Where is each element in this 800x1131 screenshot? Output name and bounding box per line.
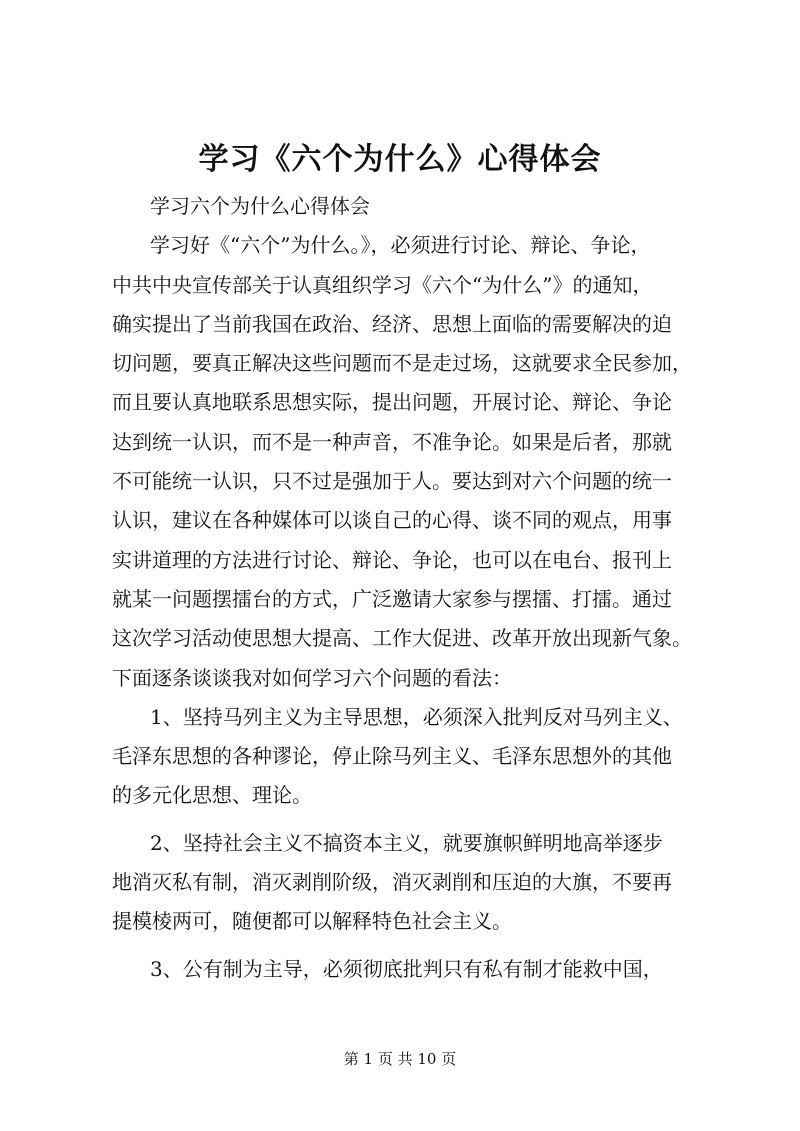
text-line: 实讲道理的方法进行讨论、辩论、争论，也可以在电台、报刊上: [112, 547, 672, 572]
text-line: 的多元化思想、理论。: [112, 783, 312, 808]
text-line: 毛泽东思想的各种谬论，停止除马列主义、毛泽东思想外的其他: [112, 744, 672, 769]
document-body: [112, 187, 712, 989]
text-line: 不可能统一认识，只不过是强加于人。要达到对六个问题的统一: [112, 469, 672, 494]
text-line: 1、坚持马列主义为主导思想，必须深入批判反对马列主义、: [150, 704, 683, 729]
text-line: 切问题，要真正解决这些问题而不是走过场，这就要求全民参加，: [112, 351, 692, 376]
paragraph-2: [112, 698, 712, 816]
text-line: 提模棱两可，随便都可以解释特色社会主义。: [112, 909, 512, 934]
page-number-footer: 第 1 页 共 10 页: [343, 1050, 457, 1068]
paragraph-gap: [112, 816, 712, 824]
text-line: 下面逐条谈谈我对如何学习六个问题的看法：: [112, 665, 512, 690]
text-line: 3、公有制为主导，必须彻底批判只有私有制才能救中国，: [150, 956, 663, 981]
document-title: 学习《六个为什么》心得体会: [198, 142, 602, 177]
text-line: 确实提出了当前我国在政治、经济、思想上面临的需要解决的迫: [112, 311, 672, 336]
paragraph-gap: [112, 942, 712, 950]
text-line: 而且要认真地联系思想实际，提出问题，开展讨论、辩论、争论: [112, 390, 672, 415]
text-line: 就某一问题摆擂台的方式，广泛邀请大家参与摆擂、打擂。通过: [112, 586, 672, 611]
text-line: 2、坚持社会主义不搞资本主义，就要旗帜鲜明地高举逐步: [150, 830, 663, 855]
text-line: 中共中央宣传部关于认真组织学习《六个“为什么”》的通知，: [112, 272, 653, 297]
paragraph-3: [112, 824, 712, 942]
text-line: 认识，建议在各种媒体可以谈自己的心得、谈不同的观点，用事: [112, 508, 672, 533]
paragraph-4: [112, 950, 712, 989]
paragraph-1: [112, 226, 712, 698]
text-line: 学习好《“六个”为什么。》，必须进行讨论、辩论、争论，: [150, 233, 651, 258]
text-line: 这次学习活动使思想大提高、工作大促进、改革开放出现新气象。: [112, 626, 692, 651]
text-line: 地消灭私有制，消灭剥削阶级，消灭剥削和压迫的大旗，不要再: [112, 870, 672, 895]
text-line: 达到统一认识，而不是一种声音，不准争论。如果是后者，那就: [112, 429, 672, 454]
subtitle-line: 学习六个为什么心得体会: [150, 194, 370, 218]
